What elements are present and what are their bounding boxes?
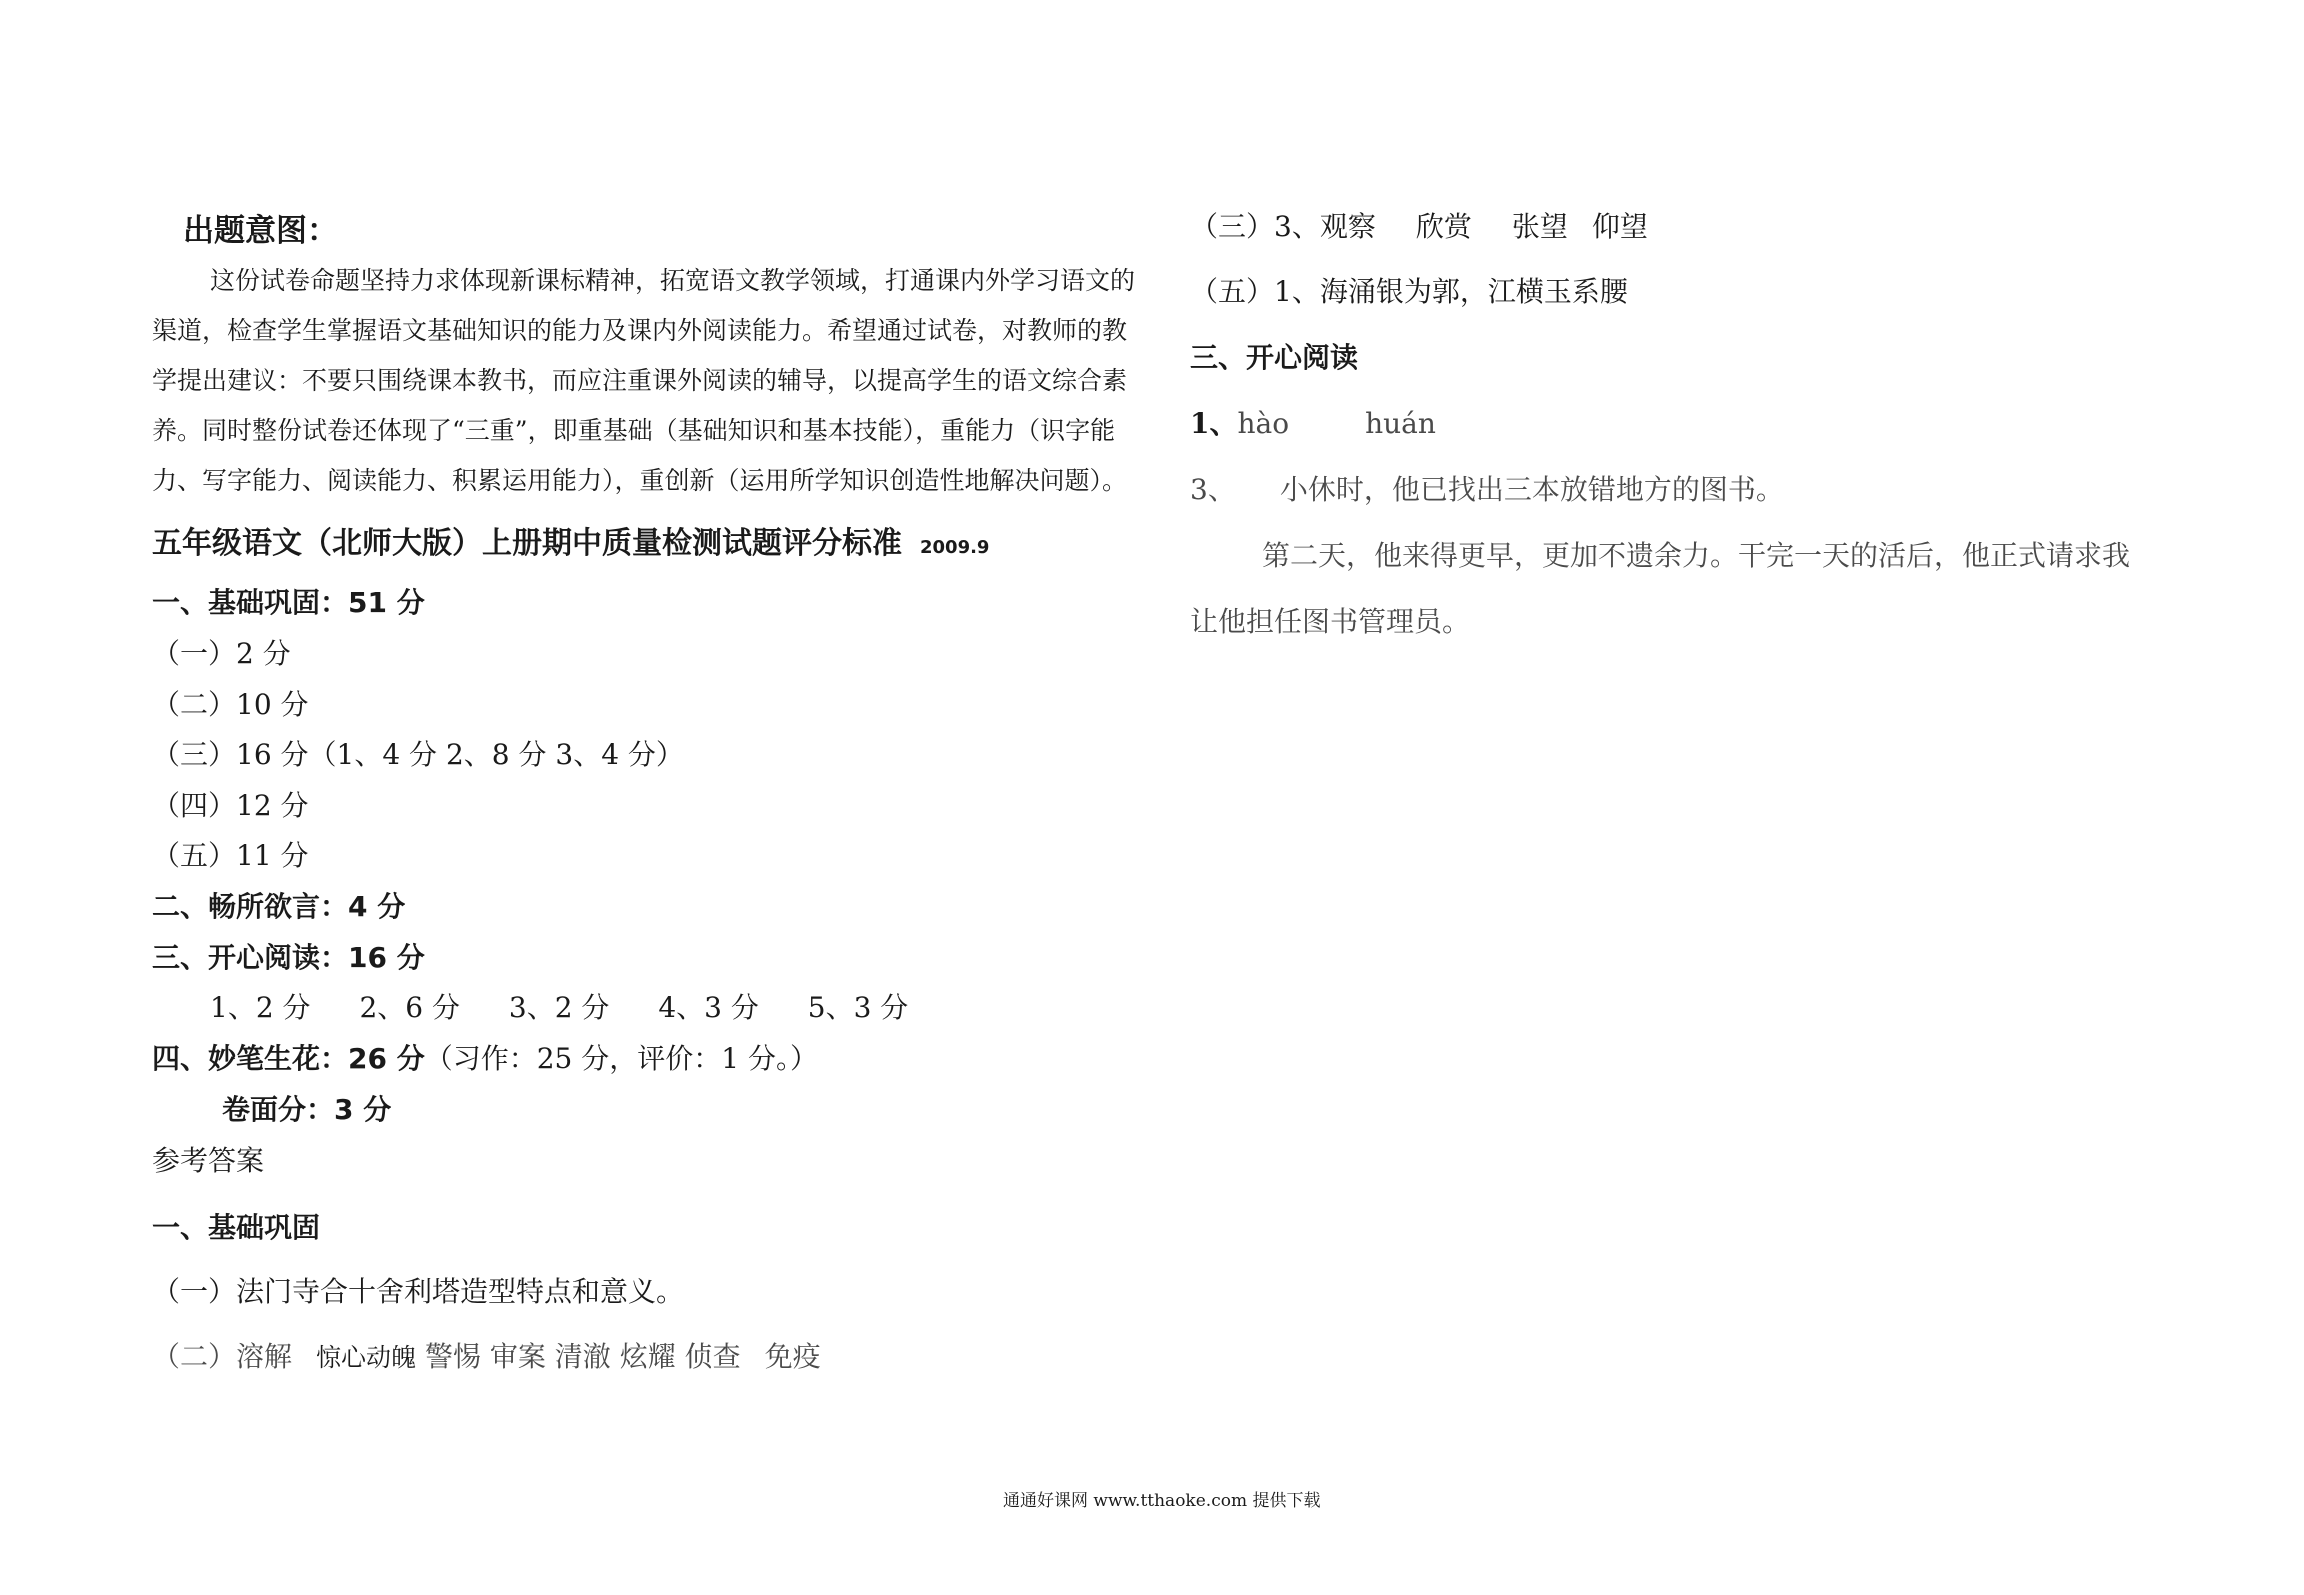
- intent-paragraph-text: 这份试卷命题坚持力求体现新课标精神，拓宽语文教学领域，打通课内外学习语文的渠道，检查学生掌握语文基础知识的能力及课内外阅读能力。希望通过试卷，对教师的教学提出建议：不要只围绕课本教书，而应注重课外阅读的辅导，以提高学生的语文综合素养。同时整份试卷还体现了“三重”，即重基础（基础知识和基本技能），重能力（识字能力、写字能力、阅读能力、积累运用能力），重创新（运用所学知识创造性地解决问题）。: [152, 266, 1136, 495]
- scoring-section-4: [152, 1037, 818, 1077]
- answer-2-word-7: 免疫: [764, 1340, 821, 1373]
- reading-answer-1-pinyin-1: hào: [1237, 407, 1290, 440]
- scoring-date: 2009.9: [920, 537, 990, 558]
- scoring-section-4-note: （习作：25 分，评价：1 分。）: [424, 1042, 818, 1075]
- answer-1: （一）法门寺合十舍利塔造型特点和意义。: [152, 1275, 685, 1308]
- scoring-section-4-title: 四、妙笔生花：26 分: [152, 1042, 425, 1075]
- answers-section-1: 一、基础巩固: [152, 1211, 321, 1244]
- reading-answer-3-line-2: 第二天，他来得更早，更加不遗余力。干完一天的活后，他正式请求我: [1262, 539, 2131, 572]
- answer-3: [1190, 205, 1648, 245]
- answer-3-word-1: 欣赏: [1415, 210, 1472, 243]
- reading-answer-3-line-1: 小休时，他已找出三本放错地方的图书。: [1279, 473, 1784, 506]
- reading-answer-3-line-3: 让他担任图书管理员。: [1190, 605, 1471, 638]
- reading-score-3: 3、2 分: [508, 991, 610, 1024]
- intent-paragraph: [152, 256, 1142, 506]
- scoring-section-2: 二、畅所欲言：4 分: [152, 890, 406, 923]
- reading-scores: [210, 986, 908, 1026]
- answers-heading: 参考答案: [152, 1144, 265, 1177]
- reading-answer-3: [1190, 468, 1784, 508]
- reading-score-2: 2、6 分: [359, 991, 460, 1024]
- scoring-title: [152, 518, 989, 562]
- neatness-score: 卷面分：3 分: [222, 1093, 392, 1126]
- answer-2: [152, 1335, 821, 1375]
- answer-2-word-4: 清澈: [554, 1340, 611, 1373]
- scoring-item-1: （一）2 分: [152, 637, 291, 670]
- reading-answer-1-number: 1、: [1190, 407, 1238, 440]
- answer-3-prefix: （三）3、观察: [1190, 210, 1376, 243]
- reading-answer-1: [1190, 402, 1436, 442]
- answer-2-word-1: 惊心动魄: [316, 1343, 417, 1372]
- scoring-item-2: （二）10 分: [152, 688, 309, 721]
- answer-3-word-3: 仰望: [1591, 210, 1648, 243]
- reading-answer-1-pinyin-2: huán: [1365, 407, 1436, 440]
- answer-3-word-2: 张望: [1511, 210, 1568, 243]
- scoring-section-3: 三、开心阅读：16 分: [152, 941, 425, 974]
- answer-2-prefix: （二）溶解: [152, 1340, 293, 1373]
- scoring-title-text: 五年级语文（北师大版）上册期中质量检测试题评分标准: [152, 526, 902, 561]
- answer-2-word-5: 炫耀: [619, 1340, 676, 1373]
- answer-2-word-3: 审案: [489, 1340, 546, 1373]
- answer-5: （五）1、海涌银为郭，江横玉系腰: [1190, 275, 1628, 308]
- answer-2-word-2: 警惕: [424, 1340, 481, 1373]
- scoring-item-3: （三）16 分（1、4 分 2、8 分 3、4 分）: [152, 738, 684, 771]
- scoring-item-4: （四）12 分: [152, 789, 309, 822]
- reading-score-1: 1、2 分: [210, 991, 311, 1024]
- intent-heading: 出题意图：: [183, 213, 338, 249]
- answer-2-word-6: 侦查: [684, 1340, 741, 1373]
- scoring-section-1: 一、基础巩固：51 分: [152, 586, 425, 619]
- footer-source: 通通好课网 www.tthaoke.com 提供下载: [1003, 1491, 1321, 1511]
- reading-score-5: 5、3 分: [807, 991, 909, 1024]
- scoring-item-5: （五）11 分: [152, 839, 309, 872]
- reading-answer-3-number: 3、: [1190, 473, 1236, 506]
- answers-section-3: 三、开心阅读: [1190, 341, 1359, 374]
- reading-score-4: 4、3 分: [658, 991, 759, 1024]
